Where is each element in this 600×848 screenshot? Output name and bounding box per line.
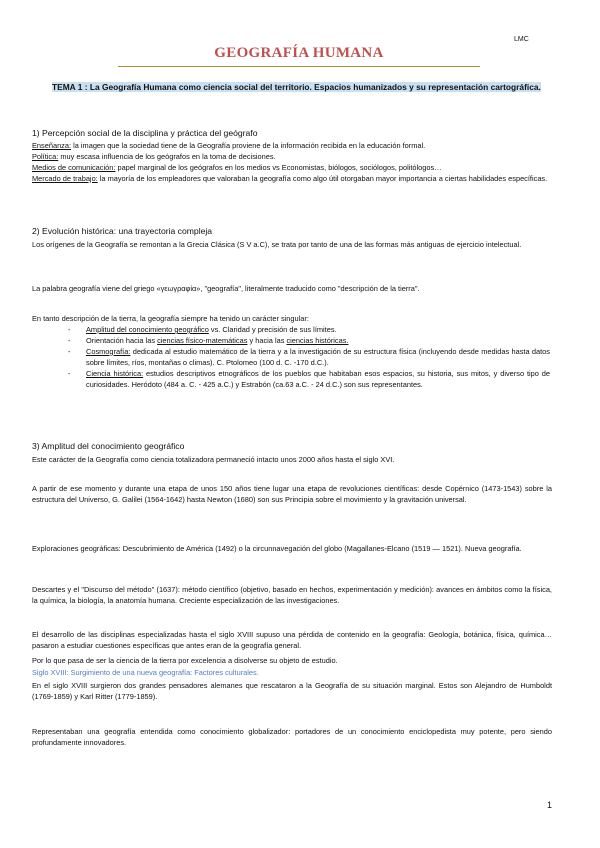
- bullet-2-term-1: ciencias físico-matemáticas: [157, 335, 248, 345]
- section-2-p1: Los orígenes de la Geografía se remontan a la Grecia Clásica (S V a.C), se trata por tanto de una de las formas más antiguas de ejercicio intelectual.: [32, 240, 522, 249]
- bullet-2-mid: y hacia las: [247, 335, 287, 345]
- section-3-p8: Representaban una geografía entendida como conocimiento globalizador: portadores de un conocimiento enciclopedista muy potente, pero siendo profundamente innovadores.: [32, 727, 552, 747]
- text-politica: muy escasa influencia de los geógrafos en la toma de decisiones.: [58, 151, 276, 161]
- label-ensenanza: Enseñanza:: [32, 141, 72, 150]
- section-2-bullets: [60, 325, 550, 390]
- section-3-p2: A partir de ese momento y durante una etapa de unos 150 años tiene lugar una etapa de revoluciones científicas: desde Copérnico (1473-1543) sobre la estructura del Universo, G. Galilei (1564-1642) hasta Newton (1680) son sus Principia sobre el movimiento y la gravitación universal.: [32, 484, 552, 504]
- label-mercado: Mercado de trabajo:: [32, 173, 98, 183]
- section-1-body: [32, 141, 552, 185]
- bullet-1-text: vs. Claridad y precisión de sus límites.: [208, 325, 337, 334]
- label-medios: Medios de comunicación:: [32, 162, 116, 172]
- section-1-heading: 1) Percepción social de la disciplina y práctica del geógrafo: [32, 128, 258, 138]
- bullet-3-text: dedicada al estudio matemático de la tierra y a la investigación de su estructura física (incluyendo desde medidas hasta datos sobre límites, ríos, montañas o climas). C. Ptolomeo (100 d. C. -170 d.C.).: [86, 346, 550, 367]
- label-politica: Política:: [32, 151, 59, 161]
- bullet-2-term-2: ciencias históricas.: [286, 335, 349, 345]
- list-item: - Cosmografía: dedicada al estudio matemático de la tierra y a la investigación de su estructura física (incluyendo desde medidas hasta datos sobre límites, ríos, montañas o climas). C. Ptolomeo (100 d. C. -170 d.C.).: [68, 346, 550, 367]
- section-3-p4: Descartes y el "Discurso del método" (1637): método científico (objetivo, basado en hechos, experimentación y medición): avances en ámbitos como la física, la química, la biología, la anatomía humana. Creciente especialización de las investigaciones.: [32, 585, 552, 605]
- bullet-4-label: Ciencia histórica:: [86, 368, 144, 378]
- section-3-p7: En el siglo XVIII surgieron dos grandes pensadores alemanes que rescataron a la Geografía de su situación marginal. Estos son Alejandro de Humboldt (1769-1859) y Karl Ritter (1779-1859).: [32, 681, 552, 701]
- list-item: - Ciencia histórica: estudios descriptivos etnográficos de los pueblos que habitaban esos espacios, su historia, sus mitos, y diverso tipo de curiosidades. Heródoto (484 a. C. - 425 a.C.) y Estrabón (ca.63 a.C. - 24 d.C.) son sus representantes.: [68, 368, 551, 389]
- bullet-2-pre: Orientación hacia las: [86, 335, 158, 345]
- list-item: - Amplitud del conocimiento geográfico vs. Claridad y precisión de sus límites.: [68, 325, 337, 334]
- section-3-p6: Por lo que pasa de ser la ciencia de la tierra por excelencia a disolverse su objeto de estudio.: [32, 656, 338, 665]
- bullet-4-text: estudios descriptivos etnográficos de los pueblos que habitaban esos espacios, su historia, sus mitos, y diverso tipo de curiosidades. Heródoto (484 a. C. - 425 a.C.) y Estrabón (ca.63 a.C. - 24 d.C.) son sus representantes.: [86, 368, 551, 389]
- page-title: GEOGRAFÍA HUMANA: [214, 45, 384, 61]
- topic-heading: [52, 80, 544, 94]
- section-3-p3: Exploraciones geográficas: Descubrimiento de América (1492) o la circunnavegación del globo (Magallanes-Elcano (1519 — 1521). Nueva geografía.: [32, 544, 522, 553]
- list-item: - Orientación hacia las ciencias físico-matemáticas y hacia las ciencias históricas.: [68, 335, 349, 345]
- page-number: 1: [546, 800, 552, 810]
- title-band: [118, 45, 480, 67]
- line-ensenanza: [32, 141, 552, 152]
- bullet-1-label: Amplitud del conocimiento geográfico: [86, 325, 209, 334]
- line-mercado: [32, 174, 552, 185]
- section-2-p2: La palabra geografía viene del griego «γεωγραφία», "geografía", literalmente traducido como "descripción de la tierra".: [32, 284, 420, 293]
- section-3-p1: Este carácter de la Geografía como ciencia totalizadora permaneció intacto unos 2000 años hasta el siglo XVI.: [32, 455, 395, 464]
- line-medios: [32, 163, 552, 174]
- bullet-3-label: Cosmografía:: [86, 346, 131, 356]
- section-2-heading: 2) Evolución histórica: una trayectoria compleja: [32, 226, 213, 236]
- author-initials: LMC: [514, 36, 529, 43]
- section-3-heading: 3) Amplitud del conocimiento geográfico: [32, 441, 185, 451]
- text-ensenanza: la imagen que la sociedad tiene de la Geografía proviene de la información recibida en la educación formal.: [71, 141, 426, 150]
- text-mercado: la mayoría de los empleadores que valoraban la geografía como algo útil otorgaban mayor importancia a ciertas habilidades específicas.: [97, 173, 548, 183]
- line-politica: [32, 152, 552, 163]
- section-3-subheading: Siglo XVIII: Surgimiento de una nueva geografía: Factores culturales.: [32, 668, 259, 677]
- section-3-p5: El desarrollo de las disciplinas especializadas hasta el siglo XVIII supuso una pérdida de contenido en la geografía: Geología, botánica, física, química… pasaron a estudiar cuestiones específicas que antes eran de la geografía general.: [32, 630, 552, 650]
- section-2-p3: En tanto descripción de la tierra, la geografía siempre ha tenido un carácter singular:: [32, 314, 309, 323]
- text-medios: papel marginal de los geógrafos en los medios vs Economistas, biólogos, sociólogos, politólogos…: [115, 162, 442, 172]
- topic-text: TEMA 1 : La Geografía Humana como ciencia social del territorio. Espacios humanizados y su representación cartográfica.: [52, 82, 541, 92]
